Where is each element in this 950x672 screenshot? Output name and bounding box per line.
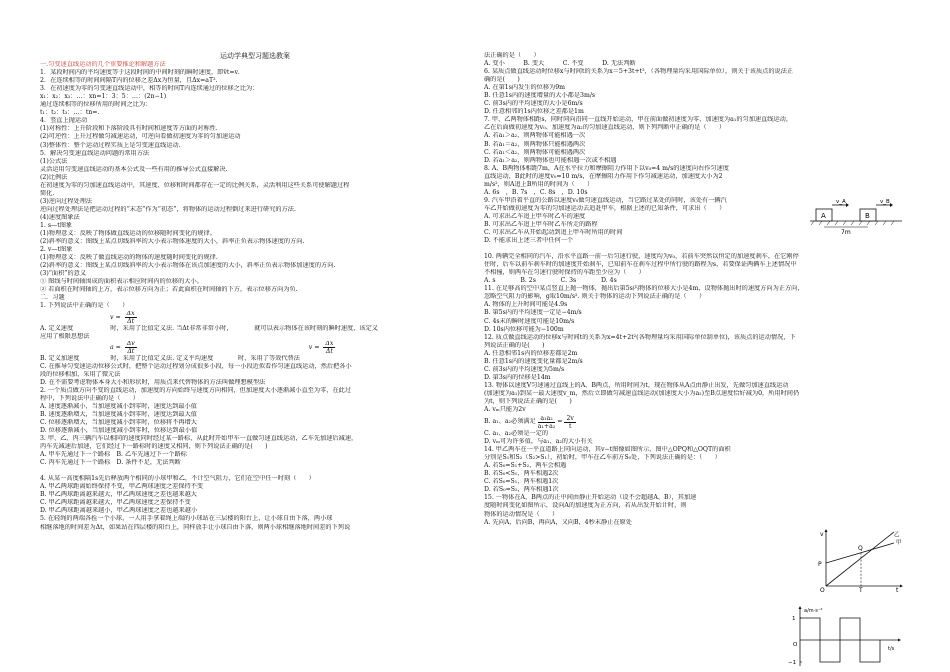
left-text-line: 在初速度为零的匀加速直线运动中，其速度、位移和时间都存在一定的比例关系，灵活利用这些关系可使解题过程 [40,181,350,189]
line-yi [826,532,894,586]
right-text-line: 12. 质点做直线运动的位移x与时间t的关系为x=4t+2t²(各物理量均采用国际单位制单位)，该质点的运动情况，下 [484,333,796,341]
distance-label: 7m [841,229,851,236]
left-text-line: A. 甲车先通过下一个路标 B. 乙车先通过下一个路标 [40,451,187,459]
left-text-line: C. 在推导匀变速运动位移公式时，把整个运动过程划分成很多小段，每一小段近似看作匀速直线运动，然后把各小 [40,362,352,370]
right-text-line: B. 可求出乙车追上甲车时乙车所走的路程 [484,220,598,228]
q1-option-a: A. 定义速度 时，采用了比值定义法. 当Δt非常非常小时， 就可以表示物体在该时刻的瞬时速度，该定义 [40,324,378,332]
q13-fraction [538,415,556,430]
right-text-line: A. 6s ，B. 7s ，C. 8s ，D. 10s [484,188,588,196]
left-text-line: C. 丙车先通过下一个路标 D. 条件不足，无法判断 [40,459,181,467]
q1-formula-row-2 [40,341,470,355]
right-text-line: 6. 某质点做直线运动时位移x与时间t的关系为x＝5+3t+t²，（各物理量均采用国际单位），则关于该质点的说法正 [484,68,794,76]
right-text-line: 7. 甲、乙两物体相距s，同时同向沿同一直线开始运动，甲在前面做初速度为零、加速度为a₁的匀加速直线运动， [484,116,793,124]
a-axis-label: a/m·s⁻² [804,608,823,614]
right-text-line: C. a₁、a₂必须是一定的 [484,430,549,438]
left-text-line: A. 速度逐渐减小，当加速度减小到零时，速度达到最小值 [40,402,197,410]
left-column [40,52,470,532]
q1-velocity-formula: v = $\frac{\Delta x}{\Delta t}$ [110,310,135,325]
right-text-line: C. 可求出乙车从开始起动到追上甲车时所用的时间 [484,229,623,237]
q1-option-b: B. 定义加速度 时，采用了比值定义法. 定义平均速度 时，采用了等效代替法 [40,354,300,362]
q8-figure [808,197,904,237]
origin-label: O [820,587,825,592]
left-text-block-2 [40,363,470,532]
q13-frac-num: a₁a₂ [538,415,556,423]
yi-label: 乙 [894,532,900,538]
right-text-line: 法正确的是（ ） [484,52,540,59]
left-text-line: C. 位移逐渐增大，当加速度减小到零时，位移将不再增大 [40,418,197,426]
left-text-line: 3．在初速度为零的匀变速直线运动中，相等的时间T内连续通过的位移之比为： [40,85,259,93]
document-title: 运动学典型习题选教案 [220,52,290,60]
t-axis-label: t [896,587,899,592]
right-column [484,52,904,527]
point-p-label: P [818,561,822,568]
right-text-line: 忽略空气阻力的影响，g取10m/s². 则关于物体的运动下列说法正确的是（ ） [484,293,706,301]
left-text-line: x₁：x₂：x₃：…：xn=1：3：5：…：(2n−1) [40,93,167,101]
point-q-label: Q [858,545,863,552]
q14-figure [816,528,904,592]
left-text-line: t₁：t₂：t₃：…：tn=. [40,109,100,117]
right-text-line: 15. 一物体在A、B两点的正中间由静止开始运动（设不会超越A、B），其加速 [484,494,697,502]
right-text-line: B. 若a₁＝a₂，则两物体只能相遇两次 [484,140,586,148]
right-text-line: 度随时间变化如图所示，设向A的加速度为正方向，若从出发开始计时，则 [484,502,687,510]
left-text-line: 程中，下列说法中正确的是（ ） [40,394,139,402]
t-axis-arrow [900,585,903,588]
q13-frac2-num: 2v [566,414,574,422]
left-text-line: 1．某段时间内的平均速度等于这段时间的中间时刻的瞬时速度，即v̄t=v. [40,69,240,77]
block-b-label: B [865,212,870,220]
right-text-line: 物体的运动情况是（ ） [484,510,559,518]
q13-b-prefix: B. a₁、a₂必须满足 [484,418,536,426]
left-text-line: 1. 下列说法中正确的是（ ） [40,302,129,310]
q1-option-a-cont: 应用了极限思想法 [40,332,90,340]
right-text-line: B. 若S₀<S₁，两车相遇2次 [484,470,559,478]
right-text-line: 住时，后车以前车刹车时的加速度开始刹车，已知前车在刹车过程中所行驶的路程为s，若要保证两辆车上述情况中 [484,261,797,269]
left-text-line: A. 甲乙两球距离始终保持不变，甲乙两球速度之差保持不变 [40,483,204,491]
left-text-line: ② 若面积在时间轴的上方，表示位移方向为正；若此面积在时间轴的下方，表示位移方向为负. [40,286,298,294]
right-text-line: 不相撞，则两车在匀速行驶时保持的车距至少应为（ ） [484,269,645,277]
left-text-line: (2)斜率的意义：图线上某点切线斜率的大小表示物体在该点加速度的大小，斜率正负表示物体加速度的方向. [40,262,336,270]
left-text-line: 1. s—t图象 [40,221,73,229]
left-text-line: 段的位移相加，采用了微元法 [40,370,121,378]
q15-figure [786,604,904,670]
right-text-line: C. 若a₁＜a₂，则两物体可能相遇两次 [484,148,586,156]
origin-label: O [793,642,798,648]
left-text-line: (4)速度图象法 [40,213,80,221]
left-text-line: (2)可逆性：上升过程做匀减速运动，可逆向看做初速度为零的匀加速运动 [40,133,241,141]
right-text-line: 8. A、B两物体相距7m，A在水平拉力和摩擦阻力作用下以v₀=4 m/s的速度向右作匀速度 [484,164,729,172]
right-text-line: 确的是( ) [484,76,520,84]
block-a-label: A [821,212,826,220]
right-text-line: D. 若S₀=S₂，两车相遇1次 [484,486,559,494]
section-heading: 一.匀变速直线运动的几个重要推论和解题方法 [40,61,166,69]
vb-arrowhead [890,203,893,207]
left-text-line: 4. 从某一高度相隔1s先后释放两个相同的小球甲和乙，不计空气阻力，它们在空中任一时刻（ ） [40,475,315,483]
left-text-line: (2)比例法 [40,173,68,181]
left-text-line: 逆向过程处理法是把运动过程的“末态”作为“初态”，将物体的运动过程倒过来进行研究的方法. [40,205,296,213]
q1-avgvel-formula: v = $\frac{\Delta x}{\Delta t}$ [308,340,334,355]
right-text-line: D. vₘ可为许多值，与a₁、a₂的大小有关 [484,438,593,446]
left-text-line: ① 图线与时间轴围成的面积表示相应时间内的位移的大小。 [40,278,203,286]
right-text-line: A. 在第1s内发生的位移为9m [484,84,566,92]
right-text-line: A. s B. 2s C. 3s D. 4s [484,277,617,285]
right-text-line: B. 任意1s内的速度变化量都是2m/s [484,357,583,365]
right-text-line: 乙在后面做初速度为v₀、加速度为a₂的匀加速直线运动，则下列判断中正确的是（ ） [484,124,726,132]
right-text-line: 分别是S₁和S₂（S₂>S₁），初始时，甲车在乙车前方S₀处，下列说法正确的是：（ ） [484,454,721,462]
v-axis-arrow [825,529,828,532]
top-value-label: 1 [792,616,796,622]
left-text-line: (2)斜率的意义：图线上某点切线斜率的大小表示物体速度的大小，斜率正负表示物体速度的方向. [40,238,305,246]
left-text-line: B. 速度逐渐增大，当加速度减小到零时，速度达到最大值 [40,410,197,418]
right-text-line: D. 10s内位移可能为−100m [484,325,564,333]
right-text-line: B. 第5s内的平均速度一定是−4m/s [484,309,582,317]
q1-accel-formula: a = $\frac{\Delta v}{\Delta t}$ [110,340,135,355]
a-axis-arrow [799,606,802,609]
right-text-line: C. 4s末的瞬时速度可能是10m/s [484,317,575,325]
right-text-line: 车乙开始做初速度为零的匀加速运动去追赶甲车，根据上述的已知条件，可求出（ ） [484,204,726,212]
vb-label: v_B [880,199,890,205]
left-text-block [40,69,470,310]
right-text-line: A. 先向A，后向B，再向A，又向B，4秒末静止在原处 [484,518,632,526]
left-text-line: 2. v—t图象 [40,246,73,254]
right-text-line: C. 若S₀=S₁，两车相遇1次 [484,478,559,486]
point-t-label: T [859,587,863,592]
left-text-line: (1)对称性：上升阶段和下落阶段具有时间和速度等方面的对称性. [40,125,218,133]
right-text-line: 10. 两辆完全相同的汽车，沿水平直路一前一后匀速行驶，速度均为v₀，若前车突然以恒定的加速度刹车，在它刚停 [484,253,799,261]
left-text-line: (3)“面积”的意义 [40,270,87,278]
right-text-line: A. 若S₀=S₁+S₂，两车会相遇 [484,462,567,470]
right-text-line: 9. 汽车甲沿着平直的公路以速度v₀做匀速直线运动，当它路过某处的同时，该处有一辆汽 [484,196,727,204]
t-axis-arrow [898,639,901,642]
left-text-line: B. 甲乙两球距离越来越大，甲乙两球速度之差也越来越大 [40,491,197,499]
left-text-line: 通过连续相等的位移所用的时间之比为： [40,101,152,109]
right-text-line: A. 可求出乙车追上甲车时乙车的速度 [484,212,586,220]
right-text-line: 为t，则下列说法正确的是( ) [484,397,572,405]
right-text-line: A. 任意相邻1s内的位移差都是2m [484,349,578,357]
v-axis-label: v [820,531,824,538]
left-text-line: 相继落地的时间差为Δt，如果站在四层楼的阳台上，同样放手让小球自由下落，则两小球相继落地时间差的下列说 [40,523,351,531]
left-text-line: D. 甲乙两球距离越来越小，甲乙两球速度之差也越来越小 [40,507,198,515]
left-text-line: 5．解决匀变速直线运动问题的常用方法 [40,149,150,157]
left-text-line: (3)逆向过程处理法 [40,197,93,205]
right-text-line: D. 任意相邻的1s内位移之差都是1m [484,108,584,116]
left-text-line: 5. 在轻绳的两端各拴一个小球，一人用手拿着绳上端的小球站在三层楼的阳台上，让小球自由下落，两小球 [40,515,333,523]
left-text-line: D. 位移逐渐减小，当加速度减小到零时，位移达到最小值 [40,427,198,435]
right-text-line: (加速度为a₁)到某一最大速度v_m，然后立即做匀减速直线运动(加速度大小为a₂)至B点速度恰好减为0，所用时间仍 [484,389,800,397]
left-text-line: 简化. [40,189,55,197]
q13-option-b [484,414,904,430]
q15-figure-svg [786,604,904,670]
bottom-value-label: −1 [788,660,797,666]
right-text-line: 直线运动，B此时的速度v₀=10 m/s，在摩擦阻力作用下作匀减速运动，加速度大小为2 [484,172,723,180]
left-text-line: D. 在不需要考虑物体本身大小和形状时，用质点来代替物体的方法叫做理想模型法 [40,378,266,386]
right-text-line: A. 物体的上升时间可能是4.9s [484,301,568,309]
q13-equals: = [557,418,563,426]
right-text-line: A. 变小 B. 变大 C. 不变 D. 无法判断 [484,60,636,68]
left-text-line: 丙车先减速后加速，它们经过下一路标时的速度又相同，则下列说法正确的是( ) [40,443,268,451]
left-text-line: 4．竖直上抛运动 [40,117,88,125]
left-text-line: C. 甲乙两球距离越来越大，甲乙两球速度之差保持不变 [40,499,191,507]
q1-formula-row [40,311,470,325]
left-text-line: 二．习题 [40,294,65,302]
right-text-line [484,245,904,253]
right-text-line: D. 第3s内的位移是14m [484,373,551,381]
q8-figure-svg [808,197,904,237]
left-text-line: 3. 甲、乙、丙三辆汽车以相同的速度同时经过某一路标，从此时开始甲车一直做匀速直线运动，乙车先加速后减速， [40,435,358,443]
left-text-line: (1)公式法 [40,157,68,165]
q14-figure-svg [816,528,904,592]
q13-fraction-2 [564,415,575,430]
t-axis-label: t/s [888,646,895,652]
left-text-line [40,467,470,475]
right-text-line: 13. 物体以速度V匀速通过直线上的A、B两点，所用时间为t，现在物体从A点由静止出发，先做匀加速直线运动 [484,381,789,389]
right-text-line: D. 若a₁＞a₂，则两物体也可能相遇一次或不相遇 [484,156,617,164]
left-text-line: 灵活运用匀变速直线运动的基本公式及一些有用的推导公式直接解决. [40,165,228,173]
left-text-line: (3)整体性：整个运动过程实质上是匀变速直线运动. [40,141,181,149]
q13-frac2-den: t [568,422,572,430]
right-text-line: 14. 甲乙两车在一平直道路上同向运动，其v−t图像如图所示，图中△OPQ和△OQT的面积 [484,446,731,454]
ground-hatch [811,221,894,225]
va-arrowhead [846,203,849,207]
right-text-line: m/s²，则A追上B所用的时间为（ ） [484,180,594,188]
right-text-line: B. 任意1s内的速度增量的大小都是3m/s [484,92,596,100]
right-text-line: A. vₘ只能为2v [484,406,526,414]
va-label: v_A [836,199,846,205]
left-text-line: (1)物理意义：反映了物体做直线运动的位移随时间变化的规律。 [40,230,216,238]
right-text-line: 11. 在足够高的空中某点竖直上抛一物体，抛出后第5s内物体的位移大小是4m，设物体抛出时的速度方向为正方向， [484,285,804,293]
q13-frac-den: a₁+a₂ [537,422,556,430]
jia-label: 甲 [896,540,902,546]
right-text-line: A. 若a₁＞a₂，则两物体可能相遇一次 [484,132,586,140]
right-text-line: 列说法正确的是( ) [484,341,545,349]
left-text-line: 2．在连续相等的时间间隔T内的位移之差Δx为恒量，且Δx=aT². [40,77,218,85]
left-text-line: 2. 一个质点做方向不变的直线运动，加速度的方向始终与速度方向相同，但加速度大小逐渐减小直至为零，在此过 [40,386,352,394]
right-text-line: C. 前3s内的平均速度的大小是6m/s [484,100,583,108]
right-text-line: C. 前3s内的平均速度为5m/s [484,365,565,373]
right-text-block-2 [484,430,904,527]
left-text-line: (1)物理意义：反映了做直线运动的物体的速度随时间变化的规律. [40,254,218,262]
right-text-line: D. 不能求出上述三者中任何一个 [484,237,574,245]
